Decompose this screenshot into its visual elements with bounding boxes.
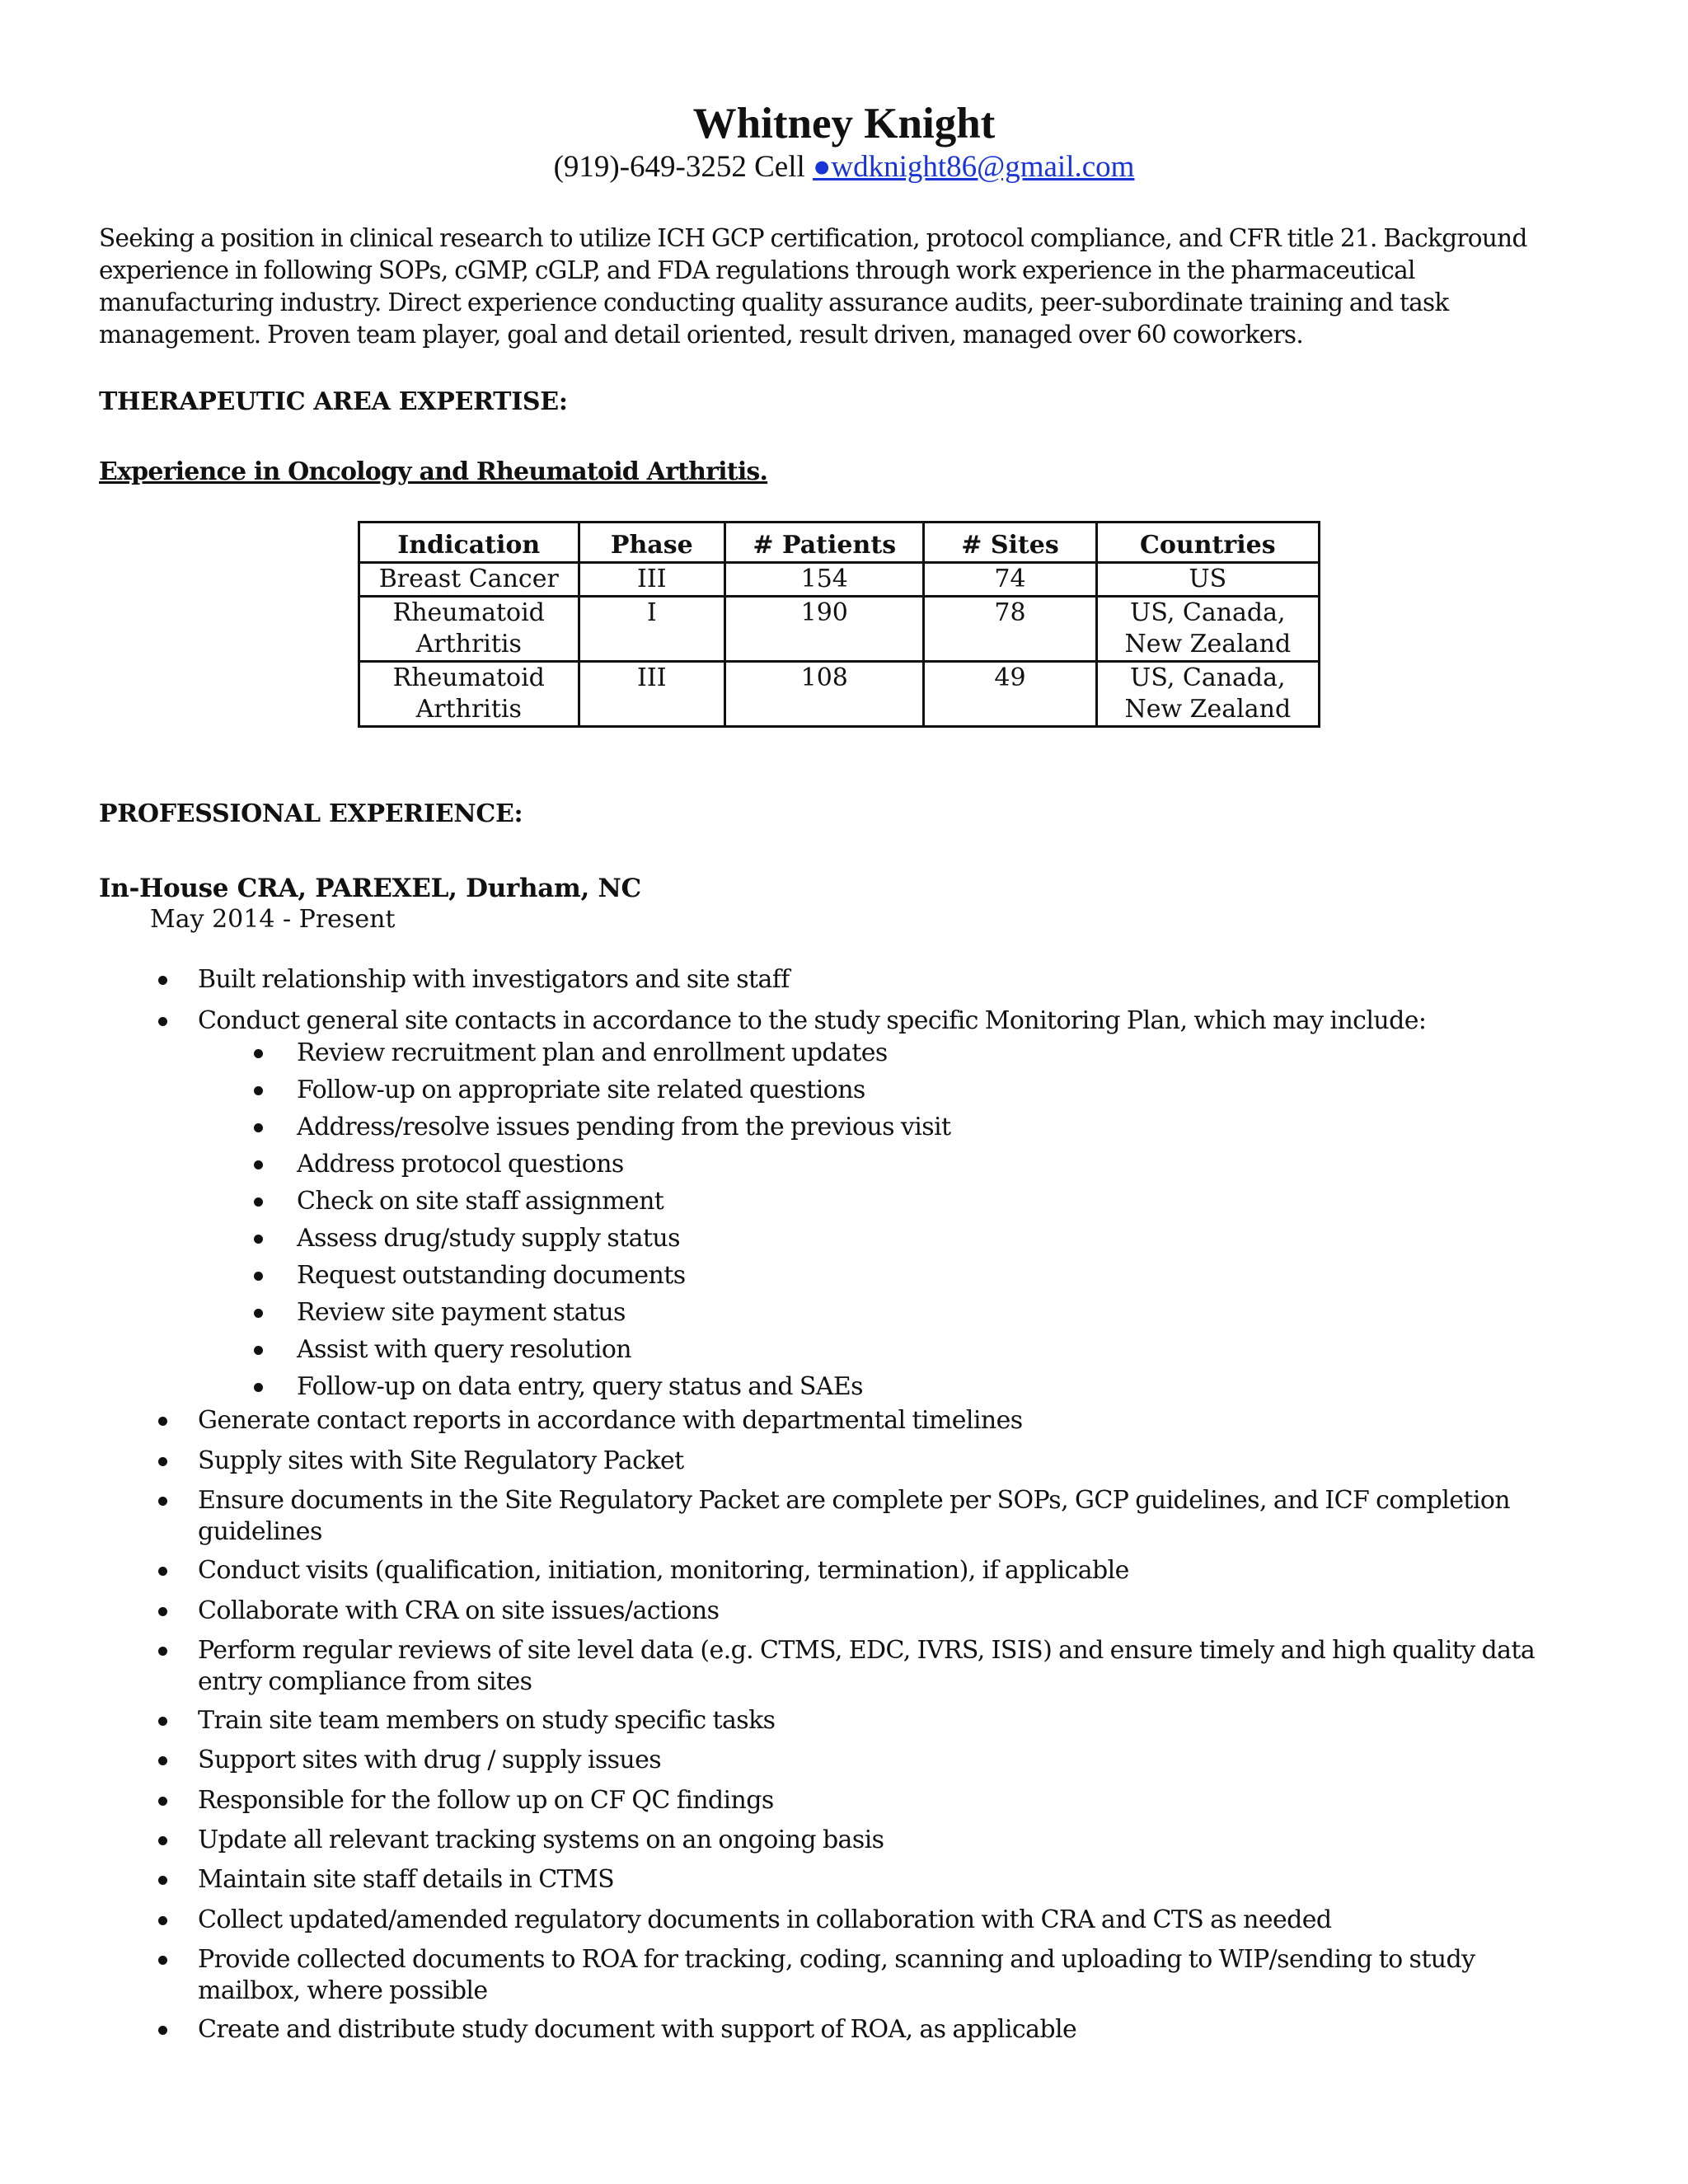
bullet-icon xyxy=(158,1956,167,1965)
job-dates: May 2014 - Present xyxy=(150,905,396,934)
cell-countries: US xyxy=(1096,563,1319,597)
candidate-name: Whitney Knight xyxy=(692,100,996,148)
sub-list-item: Address protocol questions xyxy=(297,1149,1574,1180)
list-item: Perform regular reviews of site level data (e.g. CTMS, EDC, IVRS, ISIS) and ensure timely and high quality data entry compliance from sites xyxy=(198,1635,1574,1698)
list-item: Conduct visits (qualification, initiation, monitoring, termination), if applicable xyxy=(198,1555,1574,1586)
sub-list-item: Request outstanding documents xyxy=(297,1260,1574,1291)
bullet-icon xyxy=(254,1272,263,1281)
cell-patients: 108 xyxy=(725,662,924,727)
therapeutic-heading: THERAPEUTIC AREA EXPERTISE: xyxy=(99,387,568,416)
email-link[interactable]: ●wdknight86@gmail.com xyxy=(813,150,1135,184)
bullet-icon xyxy=(158,1756,167,1765)
bullet-icon xyxy=(254,1197,263,1207)
column-header: Countries xyxy=(1096,523,1319,563)
list-item: Generate contact reports in accordance with departmental timelines xyxy=(198,1405,1574,1436)
cell-indication: Rheumatoid Arthritis xyxy=(359,662,579,727)
bullet-icon xyxy=(158,2026,167,2035)
bullet-icon xyxy=(254,1086,263,1095)
cell-sites: 78 xyxy=(924,597,1096,662)
cell-patients: 154 xyxy=(725,563,924,597)
bullet-icon xyxy=(158,1567,167,1576)
list-item: Ensure documents in the Site Regulatory Packet are complete per SOPs, GCP guidelines, and ICF completion guidelines xyxy=(198,1485,1574,1548)
cell-sites: 49 xyxy=(924,662,1096,727)
bullet-icon xyxy=(158,1607,167,1616)
list-item: Update all relevant tracking systems on an ongoing basis xyxy=(198,1825,1574,1856)
bullet-icon xyxy=(254,1346,263,1355)
bullet-icon xyxy=(158,1497,167,1506)
column-header: # Sites xyxy=(924,523,1096,563)
bullet-icon xyxy=(158,1417,167,1426)
list-item: Built relationship with investigators and site staff xyxy=(198,964,1574,996)
bullet-icon xyxy=(254,1383,263,1392)
bullet-icon xyxy=(158,1017,167,1026)
sub-list-item: Address/resolve issues pending from the previous visit xyxy=(297,1112,1574,1143)
bullet-icon xyxy=(254,1160,263,1169)
cell-indication: Breast Cancer xyxy=(359,563,579,597)
list-item: Responsible for the follow up on CF QC findings xyxy=(198,1785,1574,1816)
list-item: Collect updated/amended regulatory documents in collaboration with CRA and CTS as needed xyxy=(198,1905,1574,1936)
summary-paragraph: Seeking a position in clinical research to utilize ICH GCP certification, protocol compliance, and CFR title 21. Background experience in following SOPs, cGMP, cGLP, and FDA regulations through work experience in the pharmaceutical manufacturing industry. Direct experience conducting quality assurance audits, peer-subordinate training and task management. Proven team player, goal and detail oriented, result driven, managed over 60 coworkers. xyxy=(99,224,1527,349)
list-item: Maintain site staff details in CTMS xyxy=(198,1864,1574,1896)
cell-patients: 190 xyxy=(725,597,924,662)
column-header: # Patients xyxy=(725,523,924,563)
bullet-icon xyxy=(158,976,167,985)
cell-phase: I xyxy=(579,597,725,662)
sub-list-item: Review recruitment plan and enrollment updates xyxy=(297,1038,1574,1069)
bullet-icon xyxy=(158,1797,167,1806)
cell-countries: US, Canada, New Zealand xyxy=(1096,662,1319,727)
list-item: Conduct general site contacts in accordance to the study specific Monitoring Plan, which may include: xyxy=(198,1005,1574,1037)
bullet-icon xyxy=(158,1647,167,1656)
cell-indication: Rheumatoid Arthritis xyxy=(359,597,579,662)
bullet-icon xyxy=(254,1049,263,1058)
cell-phase: III xyxy=(579,563,725,597)
list-item: Collaborate with CRA on site issues/actions xyxy=(198,1596,1574,1627)
therapeutic-subheading: Experience in Oncology and Rheumatoid Arthritis. xyxy=(99,457,768,486)
sub-list-item: Assist with query resolution xyxy=(297,1334,1574,1366)
column-header: Indication xyxy=(359,523,579,563)
phone-number: (919)-649-3252 Cell xyxy=(553,150,814,184)
cell-countries: US, Canada, New Zealand xyxy=(1096,597,1319,662)
sub-list-item: Review site payment status xyxy=(297,1297,1574,1329)
sub-list-item: Follow-up on appropriate site related questions xyxy=(297,1075,1574,1106)
sub-list-item: Follow-up on data entry, query status and SAEs xyxy=(297,1371,1574,1403)
bullet-icon xyxy=(158,1876,167,1885)
list-item: Support sites with drug / supply issues xyxy=(198,1745,1574,1776)
bullet-icon xyxy=(158,1916,167,1925)
sub-list-item: Check on site staff assignment xyxy=(297,1186,1574,1217)
bullet-icon xyxy=(158,1836,167,1845)
bullet-icon xyxy=(254,1309,263,1318)
job-title: In-House CRA, PAREXEL, Durham, NC xyxy=(99,874,641,903)
bullet-icon xyxy=(158,1457,167,1466)
sub-list-item: Assess drug/study supply status xyxy=(297,1223,1574,1254)
list-item: Create and distribute study document with support of ROA, as applicable xyxy=(198,2014,1574,2046)
bullet-icon xyxy=(158,1717,167,1726)
experience-heading: PROFESSIONAL EXPERIENCE: xyxy=(99,799,523,828)
cell-sites: 74 xyxy=(924,563,1096,597)
list-item: Train site team members on study specific tasks xyxy=(198,1705,1574,1736)
column-header: Phase xyxy=(579,523,725,563)
list-item: Provide collected documents to ROA for tracking, coding, scanning and uploading to WIP/sending to study mailbox, where possible xyxy=(198,1944,1574,2007)
list-item: Supply sites with Site Regulatory Packet xyxy=(198,1446,1574,1477)
bullet-icon xyxy=(254,1235,263,1244)
bullet-icon xyxy=(254,1123,263,1132)
cell-phase: III xyxy=(579,662,725,727)
